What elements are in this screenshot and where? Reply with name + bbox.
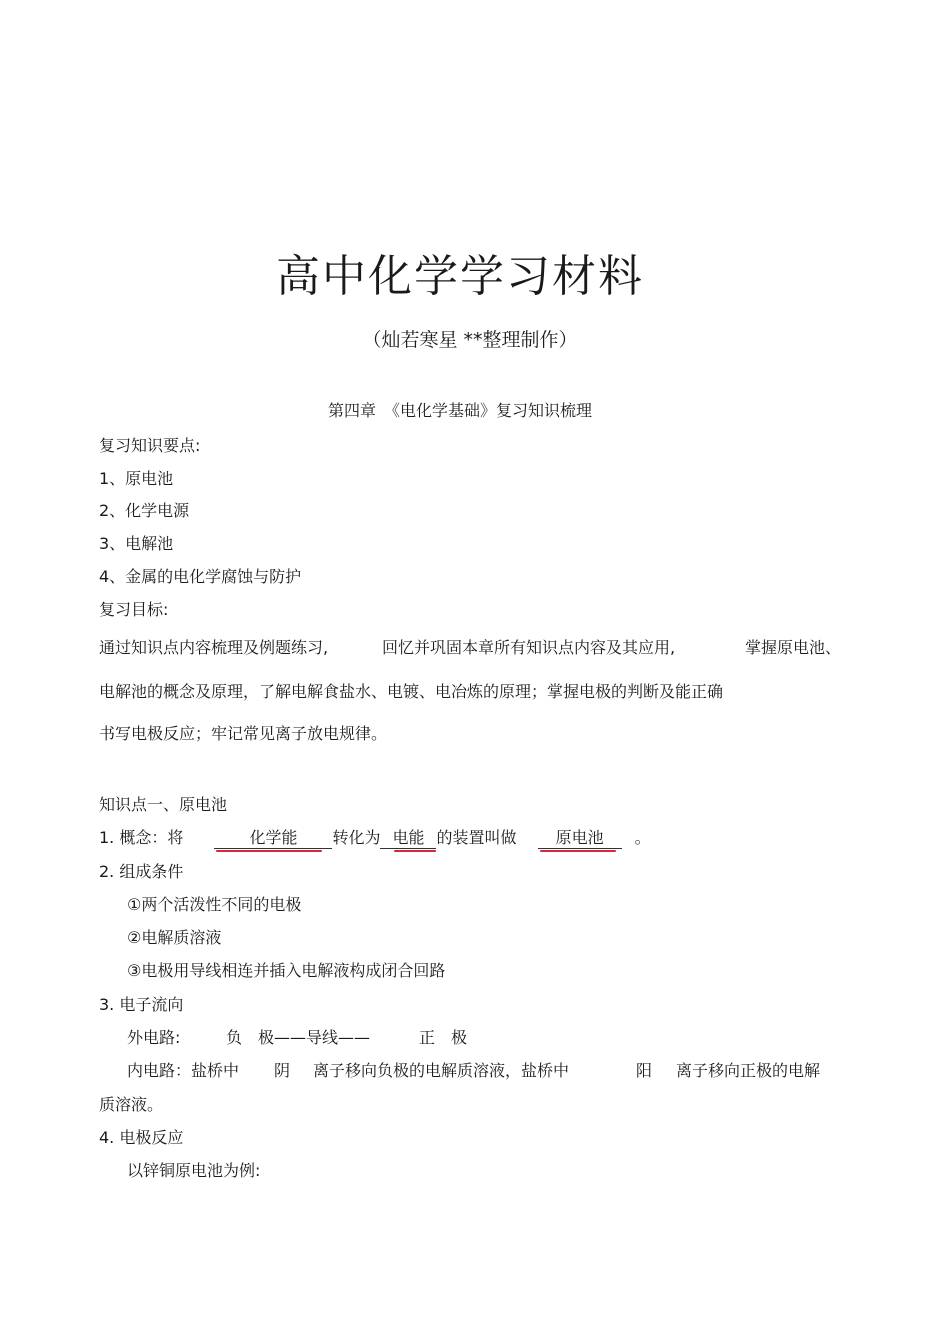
inner-circuit-label: 内电路：盐桥中 xyxy=(127,1061,240,1080)
review-goals-text-1b: 回忆并巩固本章所有知识点内容及其应用, xyxy=(382,638,676,657)
review-point-item: 4、金属的电化学腐蚀与防护 xyxy=(99,567,302,586)
answer-text: 化学能 xyxy=(249,828,298,847)
review-points-heading: 复习知识要点: xyxy=(99,436,201,455)
concept-text: 的装置叫做 xyxy=(436,828,517,847)
red-underline xyxy=(540,850,616,852)
review-goals-text-3: 书写电极反应；牢记常见离子放电规律。 xyxy=(99,724,388,743)
inner-circuit-text: 离子移向正极的电解 xyxy=(676,1061,821,1080)
answer-blank xyxy=(538,825,622,849)
review-goals-text-1c: 掌握原电池、 xyxy=(745,638,842,657)
red-underline xyxy=(216,850,322,852)
answer-text: 原电池 xyxy=(555,828,604,847)
review-goals-text-2: 电解池的概念及原理，了解电解食盐水、电镀、电冶炼的原理；掌握电极的判断及能正确 xyxy=(99,682,724,701)
inner-circuit-ion: 阴 xyxy=(274,1061,291,1080)
review-point-item: 3、电解池 xyxy=(99,534,174,553)
electrode-reaction-heading: 4. 电极反应 xyxy=(99,1128,184,1147)
concept-label: 1. 概念：将 xyxy=(99,828,184,847)
condition-item: ②电解质溶液 xyxy=(127,928,222,947)
answer-blank xyxy=(214,825,332,849)
answer-text: 电能 xyxy=(392,828,425,847)
outer-circuit-label: 外电路: xyxy=(127,1028,181,1047)
review-point-item: 2、化学电源 xyxy=(99,501,190,520)
red-underline xyxy=(394,850,436,852)
inner-circuit-text: 离子移向负极的电解质溶液，盐桥中 xyxy=(313,1061,570,1080)
review-goals-text-1a: 通过知识点内容梳理及例题练习, xyxy=(99,638,329,657)
inner-circuit-ion: 阳 xyxy=(636,1061,653,1080)
review-point-item: 1、原电池 xyxy=(99,469,174,488)
concept-end: 。 xyxy=(634,828,651,847)
electron-flow-heading: 3. 电子流向 xyxy=(99,995,184,1014)
conditions-heading: 2. 组成条件 xyxy=(99,862,184,881)
review-goals-heading: 复习目标: xyxy=(99,600,169,619)
chapter-heading: 第四章 《电化学基础》复习知识梳理 xyxy=(327,401,592,420)
outer-circuit-path: 负 极——导线—— xyxy=(226,1028,371,1047)
document-subtitle: （灿若寒星 **整理制作） xyxy=(362,329,578,351)
document-title: 高中化学学习材料 xyxy=(276,251,644,302)
condition-item: ③电极用导线相连并插入电解液构成闭合回路 xyxy=(127,961,446,980)
answer-blank xyxy=(380,825,436,849)
condition-item: ①两个活泼性不同的电极 xyxy=(127,895,302,914)
outer-circuit-end: 正 极 xyxy=(419,1028,468,1047)
electrode-reaction-example: 以锌铜原电池为例: xyxy=(127,1161,261,1180)
concept-line xyxy=(99,825,651,849)
inner-circuit-wrap: 质溶液。 xyxy=(99,1095,164,1114)
section-heading: 知识点一、原电池 xyxy=(99,795,228,814)
concept-text: 转化为 xyxy=(332,828,381,847)
